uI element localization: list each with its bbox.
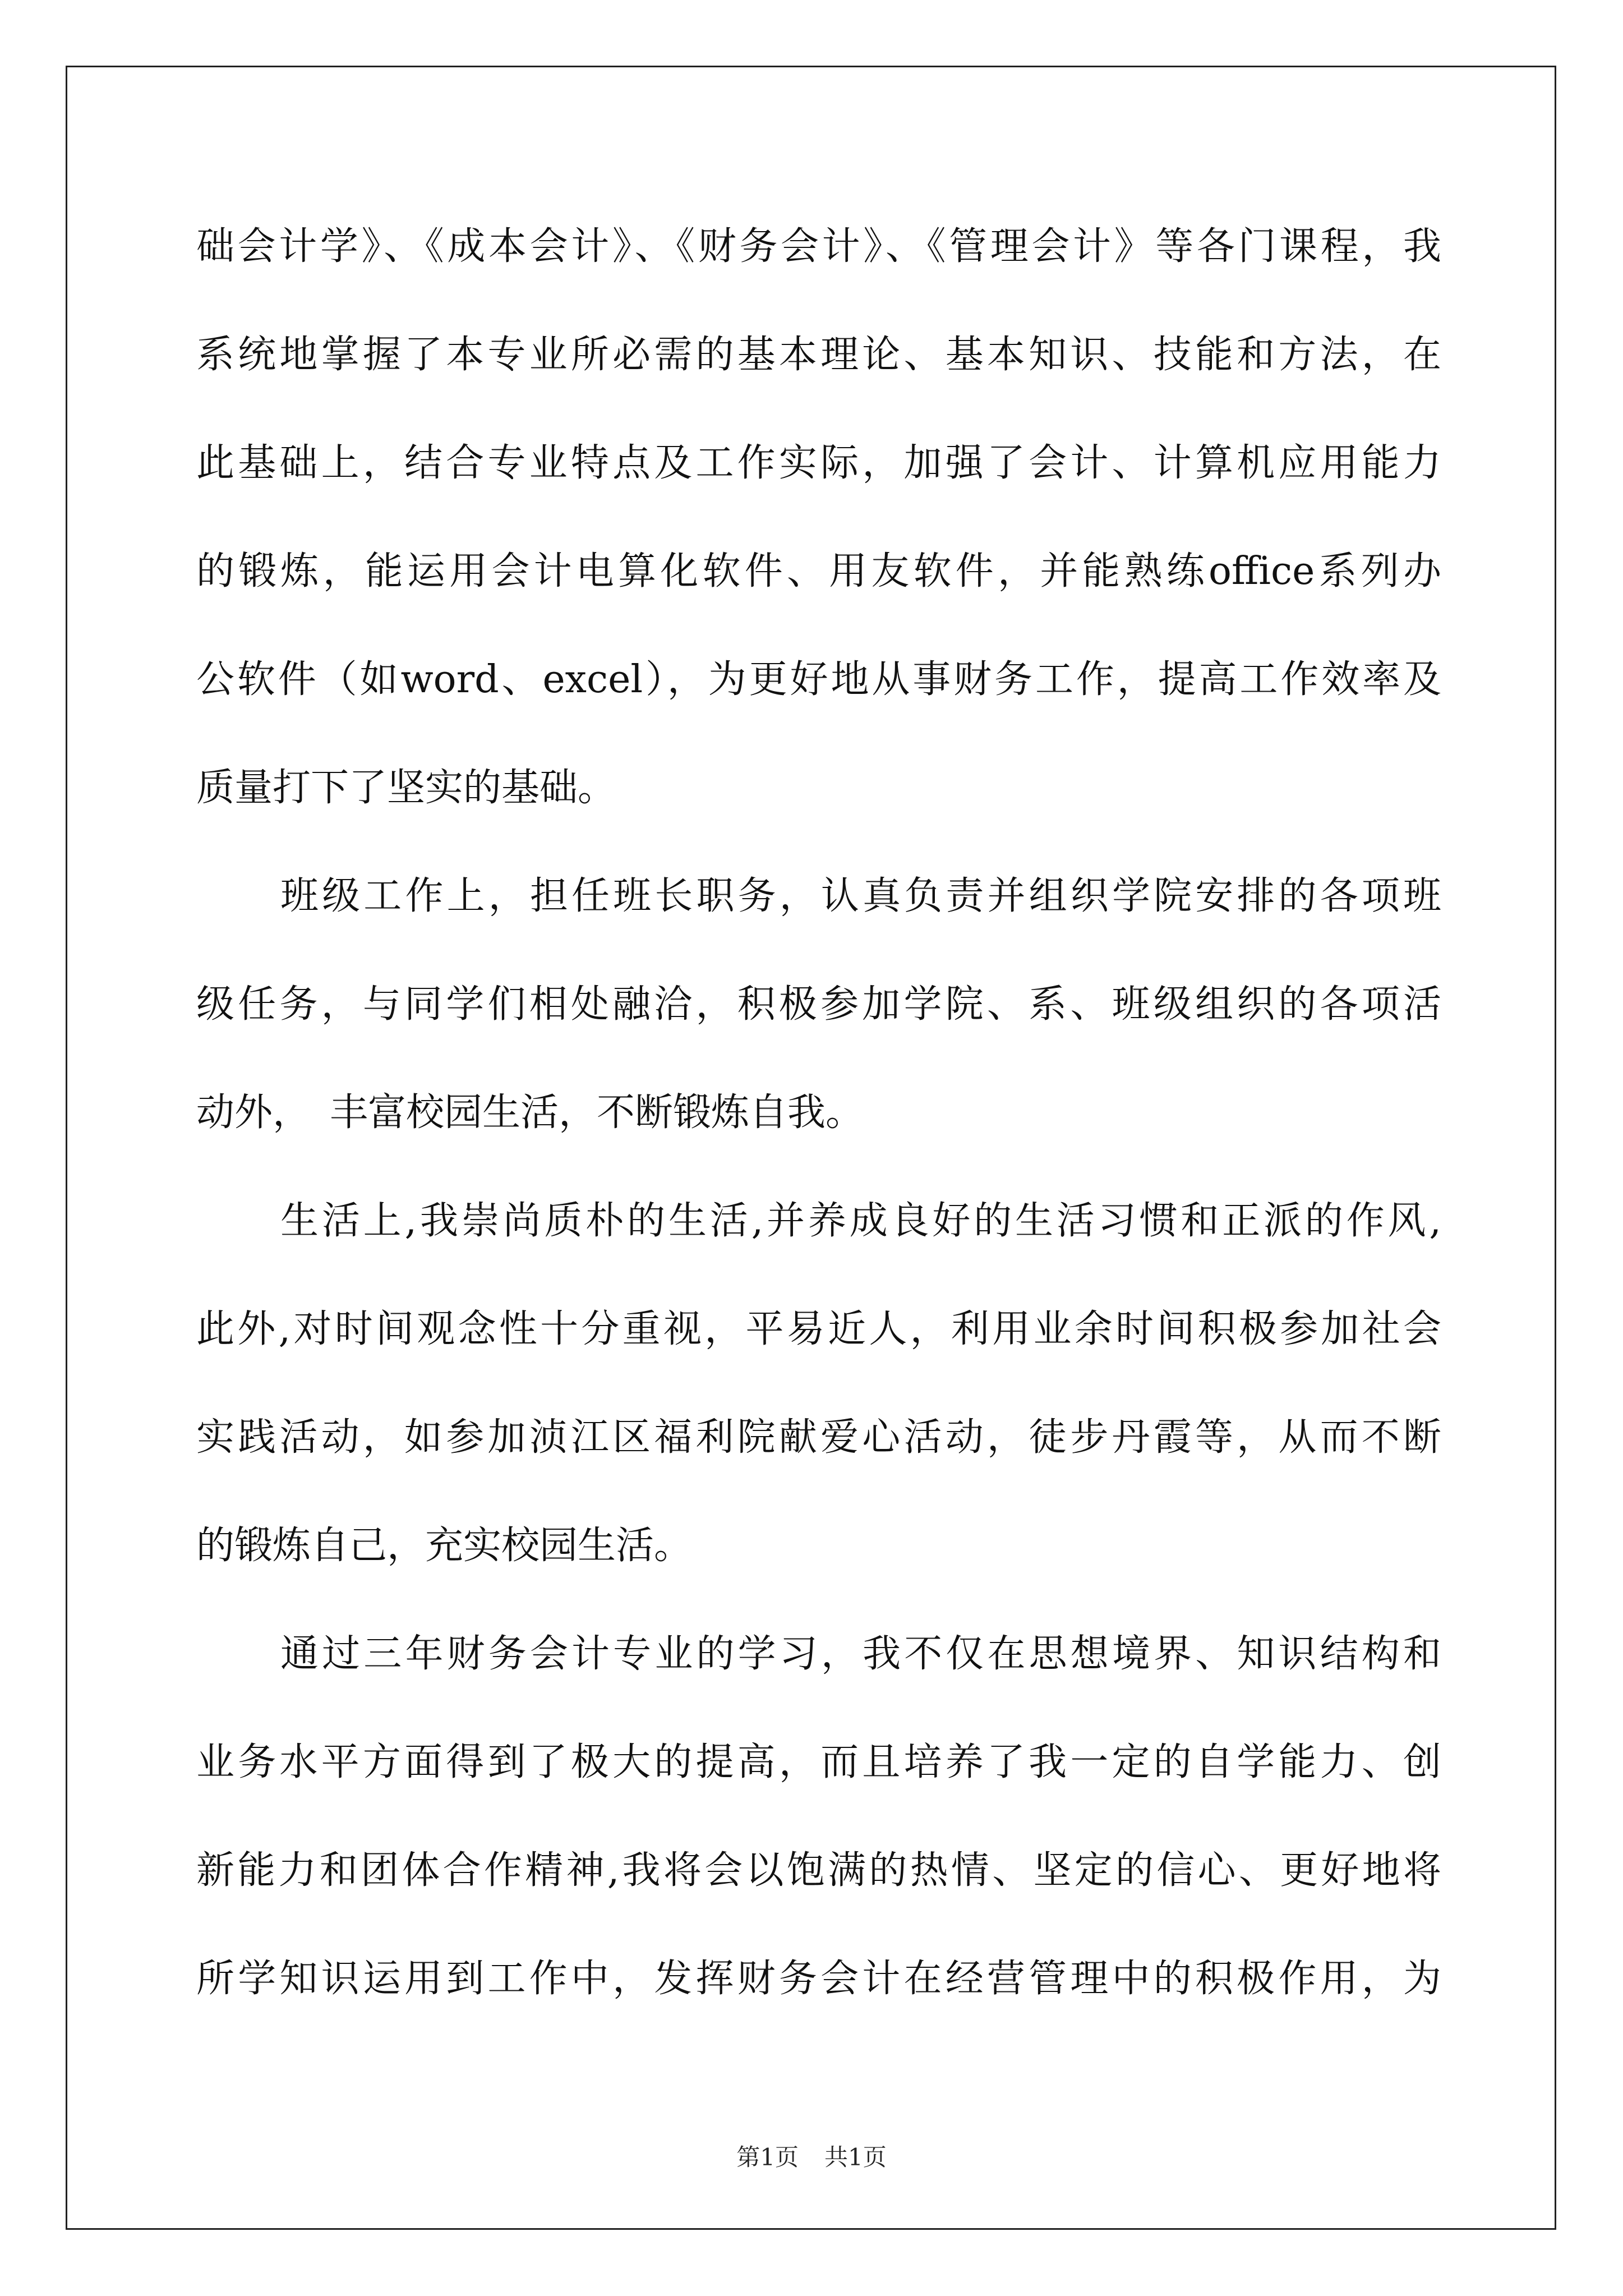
text-line: 系统地掌握了本专业所必需的基本理论、基本知识、技能和方法，在 <box>196 333 1441 377</box>
text-line: 新能力和团体合作精神,我将会以饱满的热情、坚定的信心、更好地将 <box>196 1848 1441 1893</box>
text-line: 此基础上，结合专业特点及工作实际，加强了会计、计算机应用能力 <box>196 441 1441 485</box>
text-line: 公软件（如word、excel），为更好地从事财务工作，提高工作效率及 <box>196 657 1441 702</box>
text-line: 生活上,我崇尚质朴的生活,并养成良好的生活习惯和正派的作风, <box>280 1199 1441 1243</box>
text-line: 的锻炼自己，充实校园生活。 <box>196 1524 693 1568</box>
text-line: 级任务，与同学们相处融洽，积极参加学院、系、班级组织的各项活 <box>196 982 1441 1027</box>
page-footer <box>0 2142 1623 2173</box>
text-line: 通过三年财务会计专业的学习，我不仅在思想境界、知识结构和 <box>280 1632 1441 1676</box>
page-number: 第1页 <box>736 2143 799 2171</box>
text-line: 所学知识运用到工作中，发挥财务会计在经营管理中的积极作用，为 <box>196 1957 1441 2001</box>
document-body <box>196 222 1441 2062</box>
text-line: 此外,对时间观念性十分重视，平易近人，利用业余时间积极参加社会 <box>196 1307 1441 1351</box>
page-total: 共1页 <box>824 2143 887 2171</box>
text-line: 质量打下了坚实的基础。 <box>196 766 616 810</box>
text-line: 业务水平方面得到了极大的提高，而且培养了我一定的自学能力、创 <box>196 1740 1441 1784</box>
text-line: 的锻炼，能运用会计电算化软件、用友软件，并能熟练office系列办 <box>196 549 1441 593</box>
text-line: 实践活动，如参加浈江区福利院献爱心活动，徒步丹霞等，从而不断 <box>196 1415 1441 1460</box>
text-line: 础会计学》、《成本会计》、《财务会计》、《管理会计》等各门课程，我 <box>196 224 1441 269</box>
text-line: 班级工作上，担任班长职务，认真负责并组织学院安排的各项班 <box>280 874 1441 918</box>
text-line: 动外， 丰富校园生活，不断锻炼自我。 <box>196 1091 864 1135</box>
